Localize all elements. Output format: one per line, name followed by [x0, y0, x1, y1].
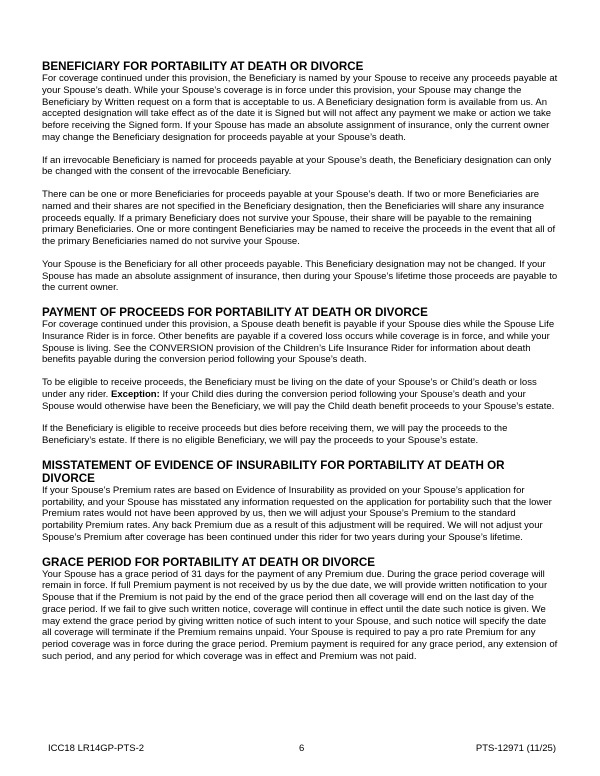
document-body: [42, 60, 558, 663]
paragraph: For coverage continued under this provision, a Spouse death benefit is payable if your Spouse dies while the Spouse Life Insurance Rider is in force. Other benefits are payable if a covered loss occurs while coverage is in force, and while your Spouse is living. See the CONVERSION provision of the Children’s Life Insurance Rider for information about death benefits payable during the conversion period following your Spouse’s death.: [42, 319, 555, 366]
paragraph: If an irrevocable Beneficiary is named for proceeds payable at your Spouse’s death, the Beneficiary designation can only be changed with the consent of the irrevocable Beneficiary.: [42, 154, 552, 178]
paragraph: Your Spouse is the Beneficiary for all other proceeds payable. This Beneficiary designation may not be changed. If your Spouse has made an absolute assignment of insurance, then during your Spouse’s lifetime those proceeds are payable to the current owner.: [42, 258, 558, 294]
paragraph: To be eligible to receive proceeds, the Beneficiary must be living on the date of your Spouse’s or Child’s death or loss under any rider. Exception: If your Child dies during the conversion period following your Spouse’s death and your Spouse would otherwise have been the Beneficiary, we will pay the Child death benefit proceeds to your Spouse’s estate.: [42, 377, 555, 412]
paragraph: If the Beneficiary is eligible to receive proceeds but dies before receiving them, we will pay the proceeds to the Beneficiary’s estate. If there is no eligible Beneficiary, we will pay the proceeds to your Spouse’s estate.: [42, 423, 508, 446]
section-heading: BENEFICIARY FOR PORTABILITY AT DEATH OR DIVORCE: [42, 60, 364, 73]
footer-form-code: PTS-12971 (11/25): [475, 743, 556, 754]
footer-page-number: 6: [299, 743, 305, 754]
footer-form-id: ICC18 LR14GP-PTS-2: [48, 743, 145, 754]
section-heading: PAYMENT OF PROCEEDS FOR PORTABILITY AT DEATH OR DIVORCE: [42, 306, 428, 319]
section-heading: MISSTATEMENT OF EVIDENCE OF INSURABILITY FOR PORTABILITY AT DEATH OR DIVORCE: [42, 458, 505, 485]
exception-label: Exception:: [111, 388, 160, 400]
paragraph: Your Spouse has a grace period of 31 days for the payment of any Premium due. During the grace period coverage will remain in force. If full Premium payment is not received by us by the due date, we will provide written notification to your Spouse that if the Premium is not paid by the end of the grace period then all coverage will end on the last day of the grace period. If we fail to give such written notice, coverage will continue in effect until the date such notice is given. We may extend the grace period by giving written notice of such intent to your Spouse, and such notice will specify the date all coverage will terminate if the Premium remains unpaid. Your Spouse is required to pay a pro rate Premium for any period coverage was in force during the grace period. Premium payment is required for any grace period, any extension of such period, and any period for which coverage was in effect and Premium was not paid.: [42, 568, 558, 662]
paragraph: If your Spouse’s Premium rates are based on Evidence of Insurability as provided on your Spouse’s application for portability, and your Spouse has misstated any information requested on the application for portability such that the lower Premium rates would not have been approved by us, then we will adjust your Spouse’s Premium to the standard portability Premium rates. Any back Premium due as a result of this adjustment will be required. We will not adjust your Spouse’s Premium after coverage has been continued under this rider for two years during your Spouse’s lifetime.: [42, 484, 552, 543]
paragraph: There can be one or more Beneficiaries for proceeds payable at your Spouse’s death. If two or more Beneficiaries are named and their shares are not specified in the Beneficiary designation, then the Beneficiaries will share any insurance proceeds equally. If a primary Beneficiary does not survive your Spouse, their share will be payable to the remaining primary Beneficiaries. One or more contingent Beneficiaries may be named to receive the proceeds in the event that all of the primary Beneficiaries named do not survive your Spouse.: [42, 189, 556, 247]
paragraph: For coverage continued under this provision, the Beneficiary is named by your Spouse to receive any proceeds payable at your Spouse’s death. While your Spouse’s coverage is in force under this provision, your Spouse may change the Beneficiary by Written request on a form that is acceptable to us. A Beneficiary designation form is available from us. An accepted designation will take effect as of the date it is Signed but will not affect any payment we make or action we take before receiving the Signed form. If your Spouse has made an absolute assignment of insurance, only the current owner may change the Beneficiary designation for proceeds payable at your Spouse’s death.: [42, 73, 558, 143]
section-heading: GRACE PERIOD FOR PORTABILITY AT DEATH OR DIVORCE: [42, 555, 376, 569]
